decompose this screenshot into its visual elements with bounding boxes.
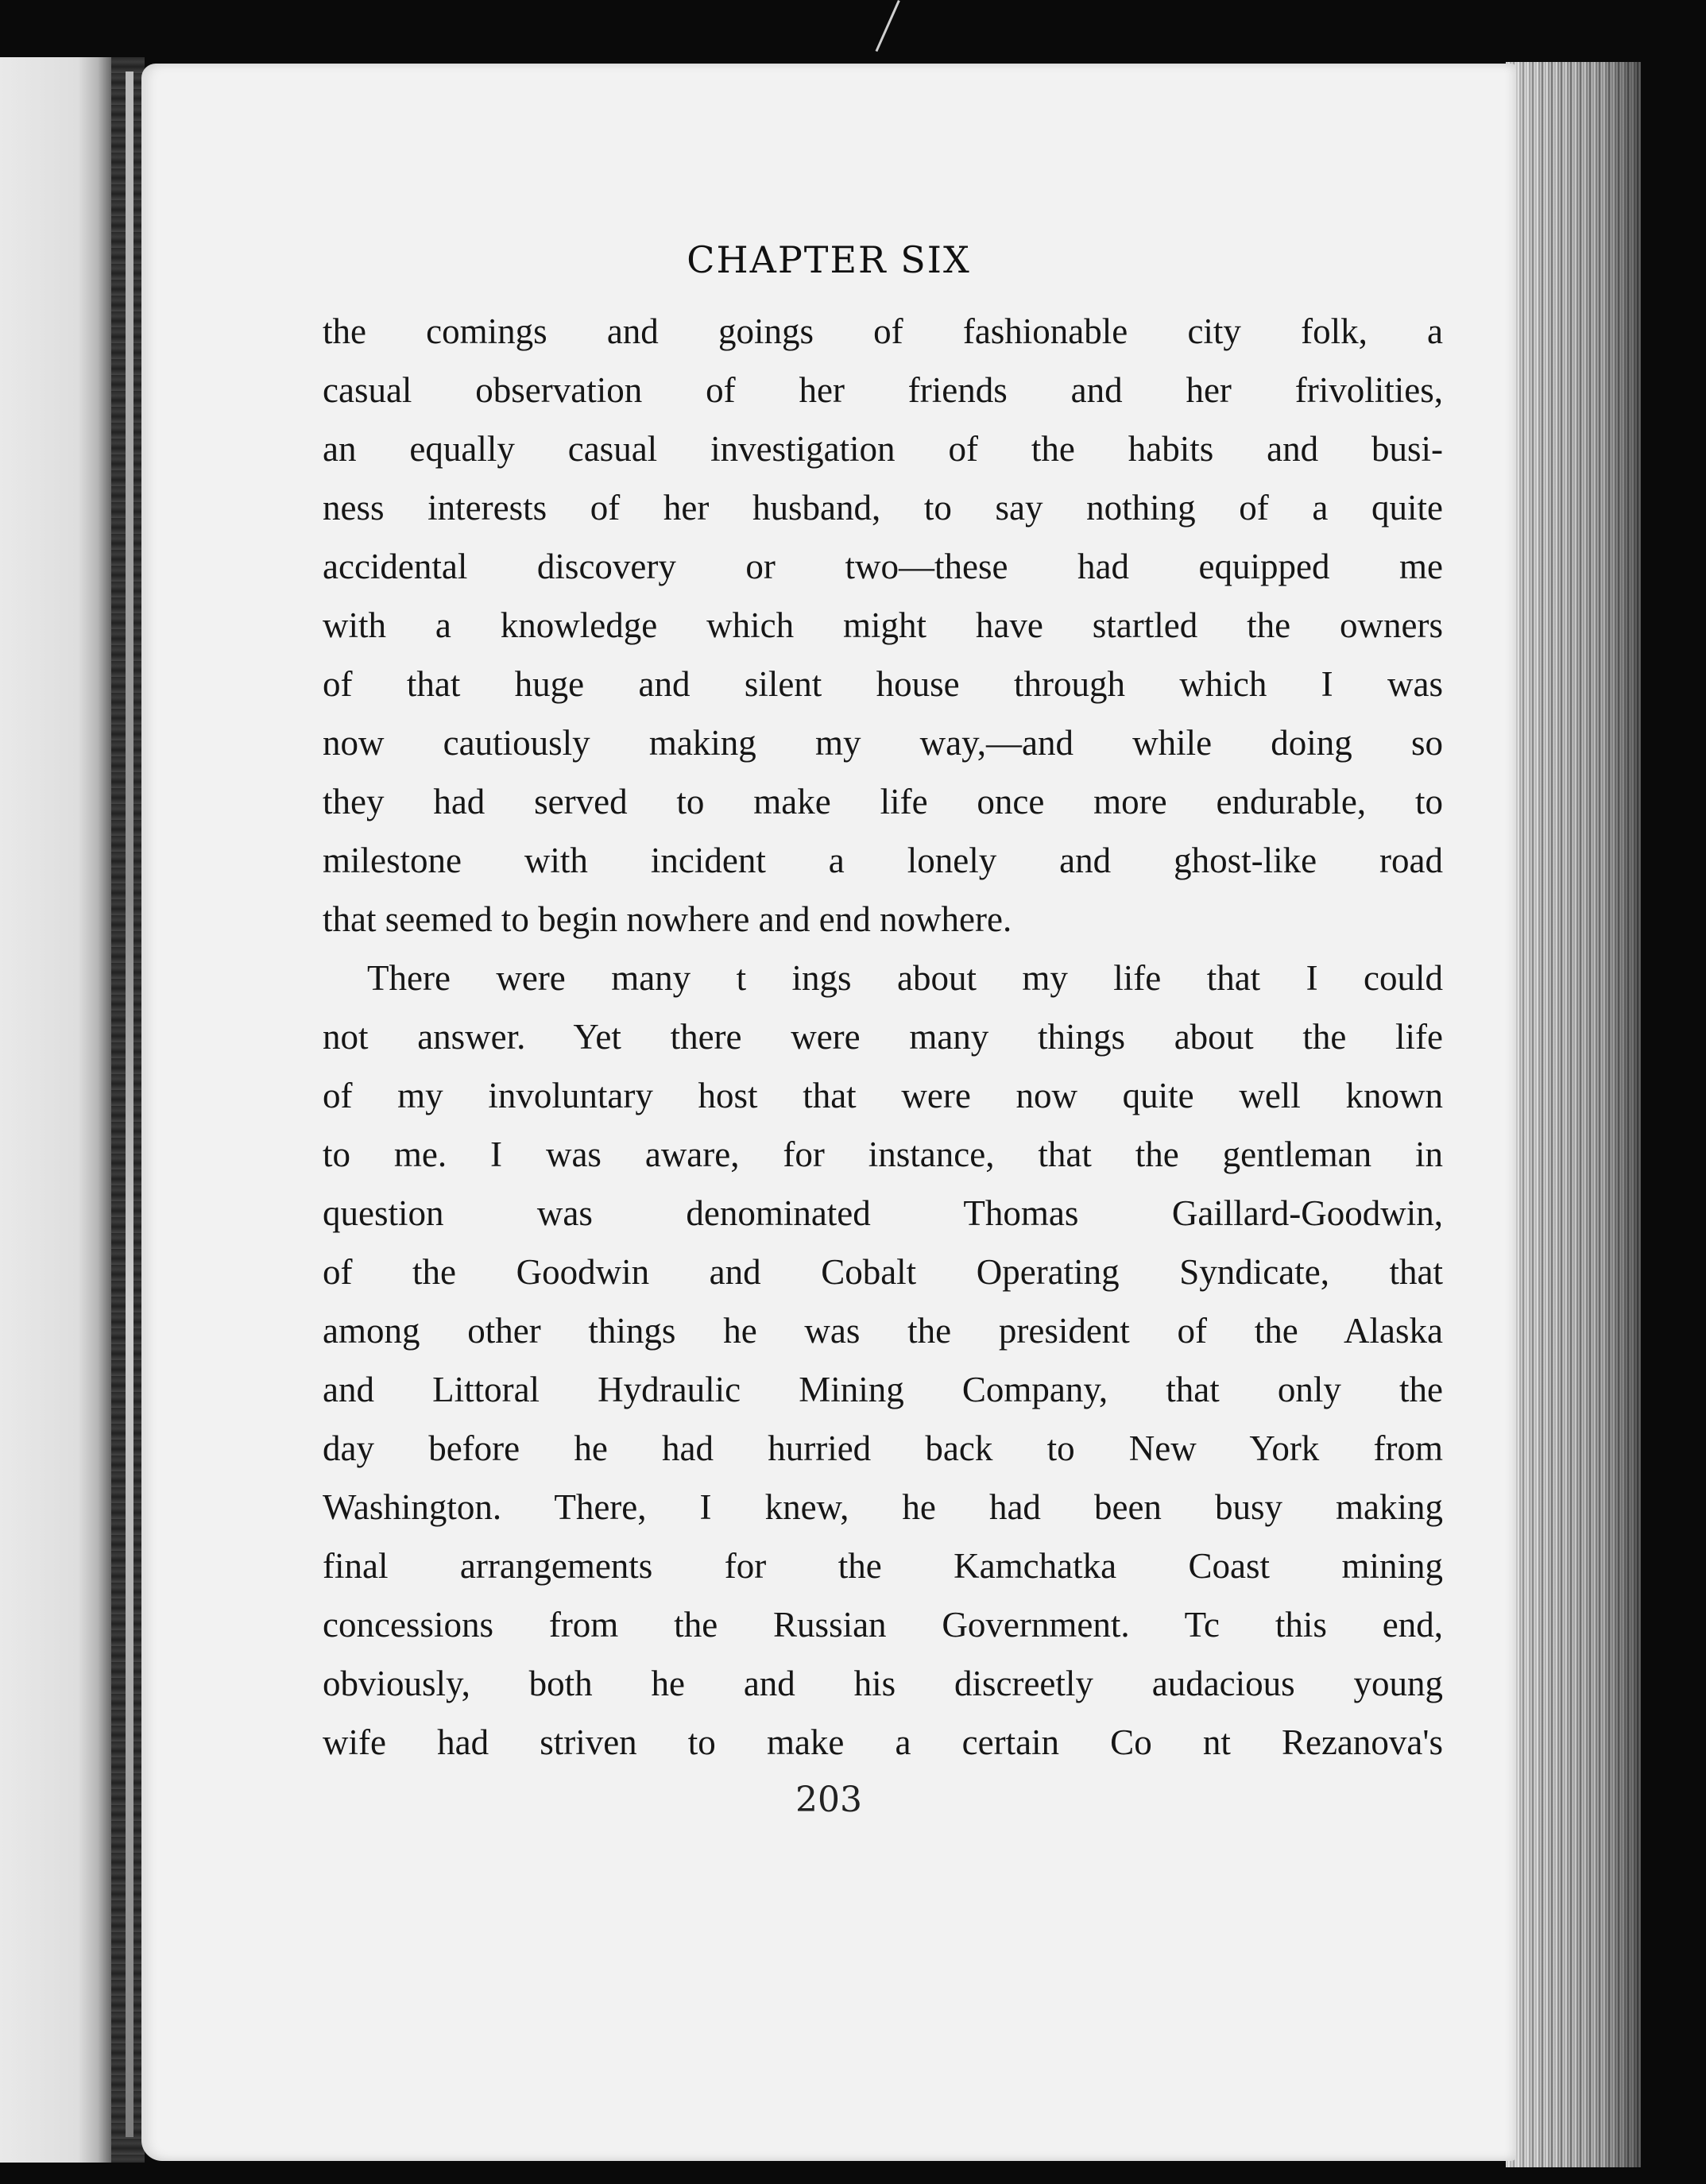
text-line: day before he had hurried back to New York from bbox=[323, 1428, 1443, 1468]
text-line: that seemed to begin nowhere and end nowhere. bbox=[323, 899, 1012, 939]
text-line: question was denominated Thomas Gaillard-Goodwin, bbox=[323, 1193, 1443, 1233]
text-line: now cautiously making my way,—and while doing so bbox=[323, 723, 1443, 763]
text-line: of that huge and silent house through which I was bbox=[323, 664, 1443, 704]
text-line: final arrangements for the Kamchatka Coast mining bbox=[323, 1546, 1443, 1586]
previous-page-edge bbox=[0, 57, 111, 2163]
text-line: There were many t ings about my life that I could bbox=[367, 958, 1443, 998]
book-page bbox=[141, 64, 1516, 2161]
text-line: wife had striven to make a certain Co nt Rezanova's bbox=[323, 1722, 1443, 1762]
text-line: and Littoral Hydraulic Mining Company, that only the bbox=[323, 1370, 1443, 1409]
text-line: accidental discovery or two—these had equipped me bbox=[323, 547, 1443, 586]
paragraph-1 bbox=[323, 302, 1443, 949]
page-edges-shadow bbox=[1506, 62, 1641, 2167]
paragraph-2 bbox=[323, 949, 1443, 1772]
text-line: ness interests of her husband, to say nothing of a quite bbox=[323, 488, 1443, 528]
scan-artifact-mark bbox=[876, 0, 900, 52]
gutter-highlight bbox=[126, 72, 133, 2137]
body-text bbox=[323, 302, 1443, 1772]
text-line: they had served to make life once more endurable, to bbox=[323, 782, 1443, 821]
text-line: obviously, both he and his discreetly audacious young bbox=[323, 1664, 1443, 1703]
text-line: Washington. There, I knew, he had been busy making bbox=[323, 1487, 1443, 1527]
text-line: to me. I was aware, for instance, that the gentleman in bbox=[323, 1135, 1443, 1174]
text-line: casual observation of her friends and her frivolities, bbox=[323, 370, 1443, 410]
text-line: of the Goodwin and Cobalt Operating Syndicate, that bbox=[323, 1252, 1443, 1292]
text-line: the comings and goings of fashionable city folk, a bbox=[323, 311, 1443, 351]
text-line: of my involuntary host that were now quite well known bbox=[323, 1076, 1443, 1115]
text-line: milestone with incident a lonely and ghost-like road bbox=[323, 841, 1443, 880]
text-line: concessions from the Russian Government. Tc this end, bbox=[323, 1605, 1443, 1645]
text-line: with a knowledge which might have startled the owners bbox=[323, 605, 1443, 645]
running-head: CHAPTER SIX bbox=[687, 238, 971, 281]
text-line: not answer. Yet there were many things about the life bbox=[323, 1017, 1443, 1057]
text-line: an equally casual investigation of the habits and busi- bbox=[323, 429, 1443, 469]
text-line: among other things he was the president of the Alaska bbox=[323, 1311, 1443, 1351]
page-number: 203 bbox=[795, 1780, 862, 1820]
